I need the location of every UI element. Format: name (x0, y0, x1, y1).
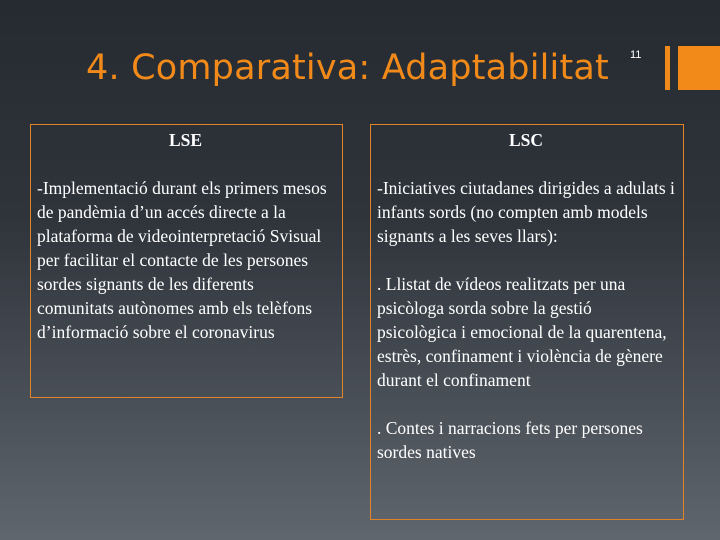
lse-box (30, 124, 343, 398)
lse-heading: LSE (168, 130, 203, 150)
lsc-heading: LSC (508, 130, 544, 150)
lsc-box (370, 124, 684, 520)
lsc-paragraph-2: . Llistat de vídeos realitzats per una psicòloga sorda sobre la gestió psicològica i emocional de la quarentena, estrès, confinament i violència de gènere durant el confinament (377, 274, 667, 390)
accent-bar-thick (678, 46, 720, 90)
lse-paragraph-1: -Implementació durant els primers mesos de pandèmia d’un accés directe a la plataforma de videointerpretació Svisual per facilitar el contacte de les persones sordes signants de les diferents comunitats autònomes amb els telèfons d’informació sobre el coronavirus (37, 178, 327, 342)
lsc-paragraph-1: -Iniciatives ciutadanes dirigides a adulats i infants sords (no compten amb models signants a les seves llars): (377, 178, 675, 246)
accent-bar-thin (665, 46, 670, 90)
lsc-paragraph-3: . Contes i narracions fets per persones sordes natives (377, 418, 643, 462)
slide-number: 11 (630, 49, 642, 61)
slide-title: 4. Comparativa: Adaptabilitat (86, 48, 609, 88)
